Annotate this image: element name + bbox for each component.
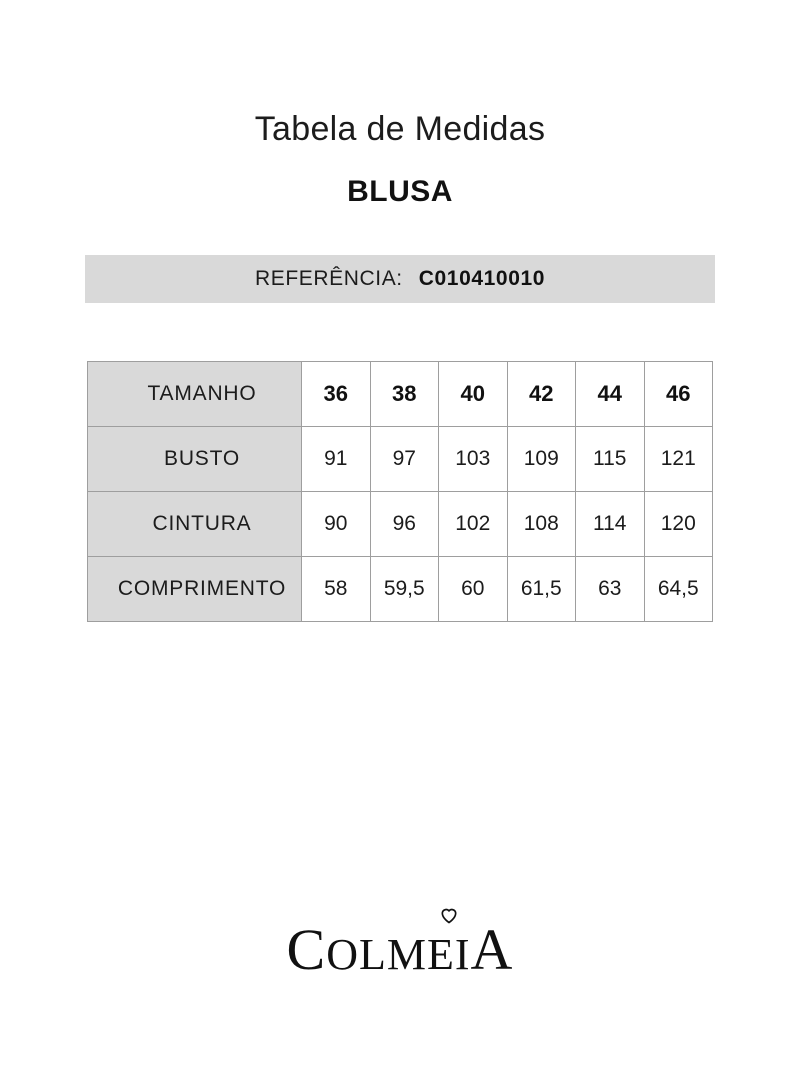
table-cell-value: 91: [302, 427, 371, 492]
table-cell-size: 38: [370, 362, 439, 427]
table-cell-value: 103: [439, 427, 508, 492]
table-cell-value: 109: [507, 427, 576, 492]
size-table: [87, 361, 713, 622]
table-cell-size: 40: [439, 362, 508, 427]
table-cell-value: 97: [370, 427, 439, 492]
table-cell-value: 60: [439, 557, 508, 622]
page-title: Tabela de Medidas: [254, 110, 546, 148]
table-cell-size: 36: [302, 362, 371, 427]
table-cell-value: 96: [370, 492, 439, 557]
garment-type: BLUSA: [347, 175, 453, 208]
brand-logo: [0, 917, 800, 982]
table-cell-size: 46: [644, 362, 713, 427]
table-row-label: BUSTO: [88, 427, 302, 492]
size-table-wrapper: [87, 361, 713, 622]
table-row: [88, 492, 713, 557]
table-cell-size: 44: [576, 362, 645, 427]
reference-bar: [85, 255, 715, 303]
table-cell-value: 120: [644, 492, 713, 557]
table-cell-value: 90: [302, 492, 371, 557]
table-cell-value: 61,5: [507, 557, 576, 622]
table-row: [88, 427, 713, 492]
brand-letters-olme: OLME: [326, 930, 455, 979]
brand-letter-i: I: [454, 930, 471, 979]
table-row: [88, 557, 713, 622]
table-cell-value: 121: [644, 427, 713, 492]
table-cell-size: 42: [507, 362, 576, 427]
table-cell-value: 63: [576, 557, 645, 622]
table-row-label: COMPRIMENTO: [88, 557, 302, 622]
table-cell-value: 59,5: [370, 557, 439, 622]
table-cell-value: 108: [507, 492, 576, 557]
table-cell-value: 58: [302, 557, 371, 622]
brand-letter-a: A: [470, 917, 514, 982]
reference-label: REFERÊNCIA:: [254, 267, 403, 290]
table-cell-value: 64,5: [644, 557, 713, 622]
table-cell-value: 114: [576, 492, 645, 557]
table-row-sizes: [88, 362, 713, 427]
reference-value: C010410010: [418, 267, 546, 290]
brand-letter-c: C: [286, 917, 327, 982]
table-cell-value: 102: [439, 492, 508, 557]
brand-wordmark: [286, 917, 514, 982]
table-cell-value: 115: [576, 427, 645, 492]
table-header-tamanho: TAMANHO: [88, 362, 302, 427]
table-row-label: CINTURA: [88, 492, 302, 557]
heart-icon: [439, 905, 459, 925]
